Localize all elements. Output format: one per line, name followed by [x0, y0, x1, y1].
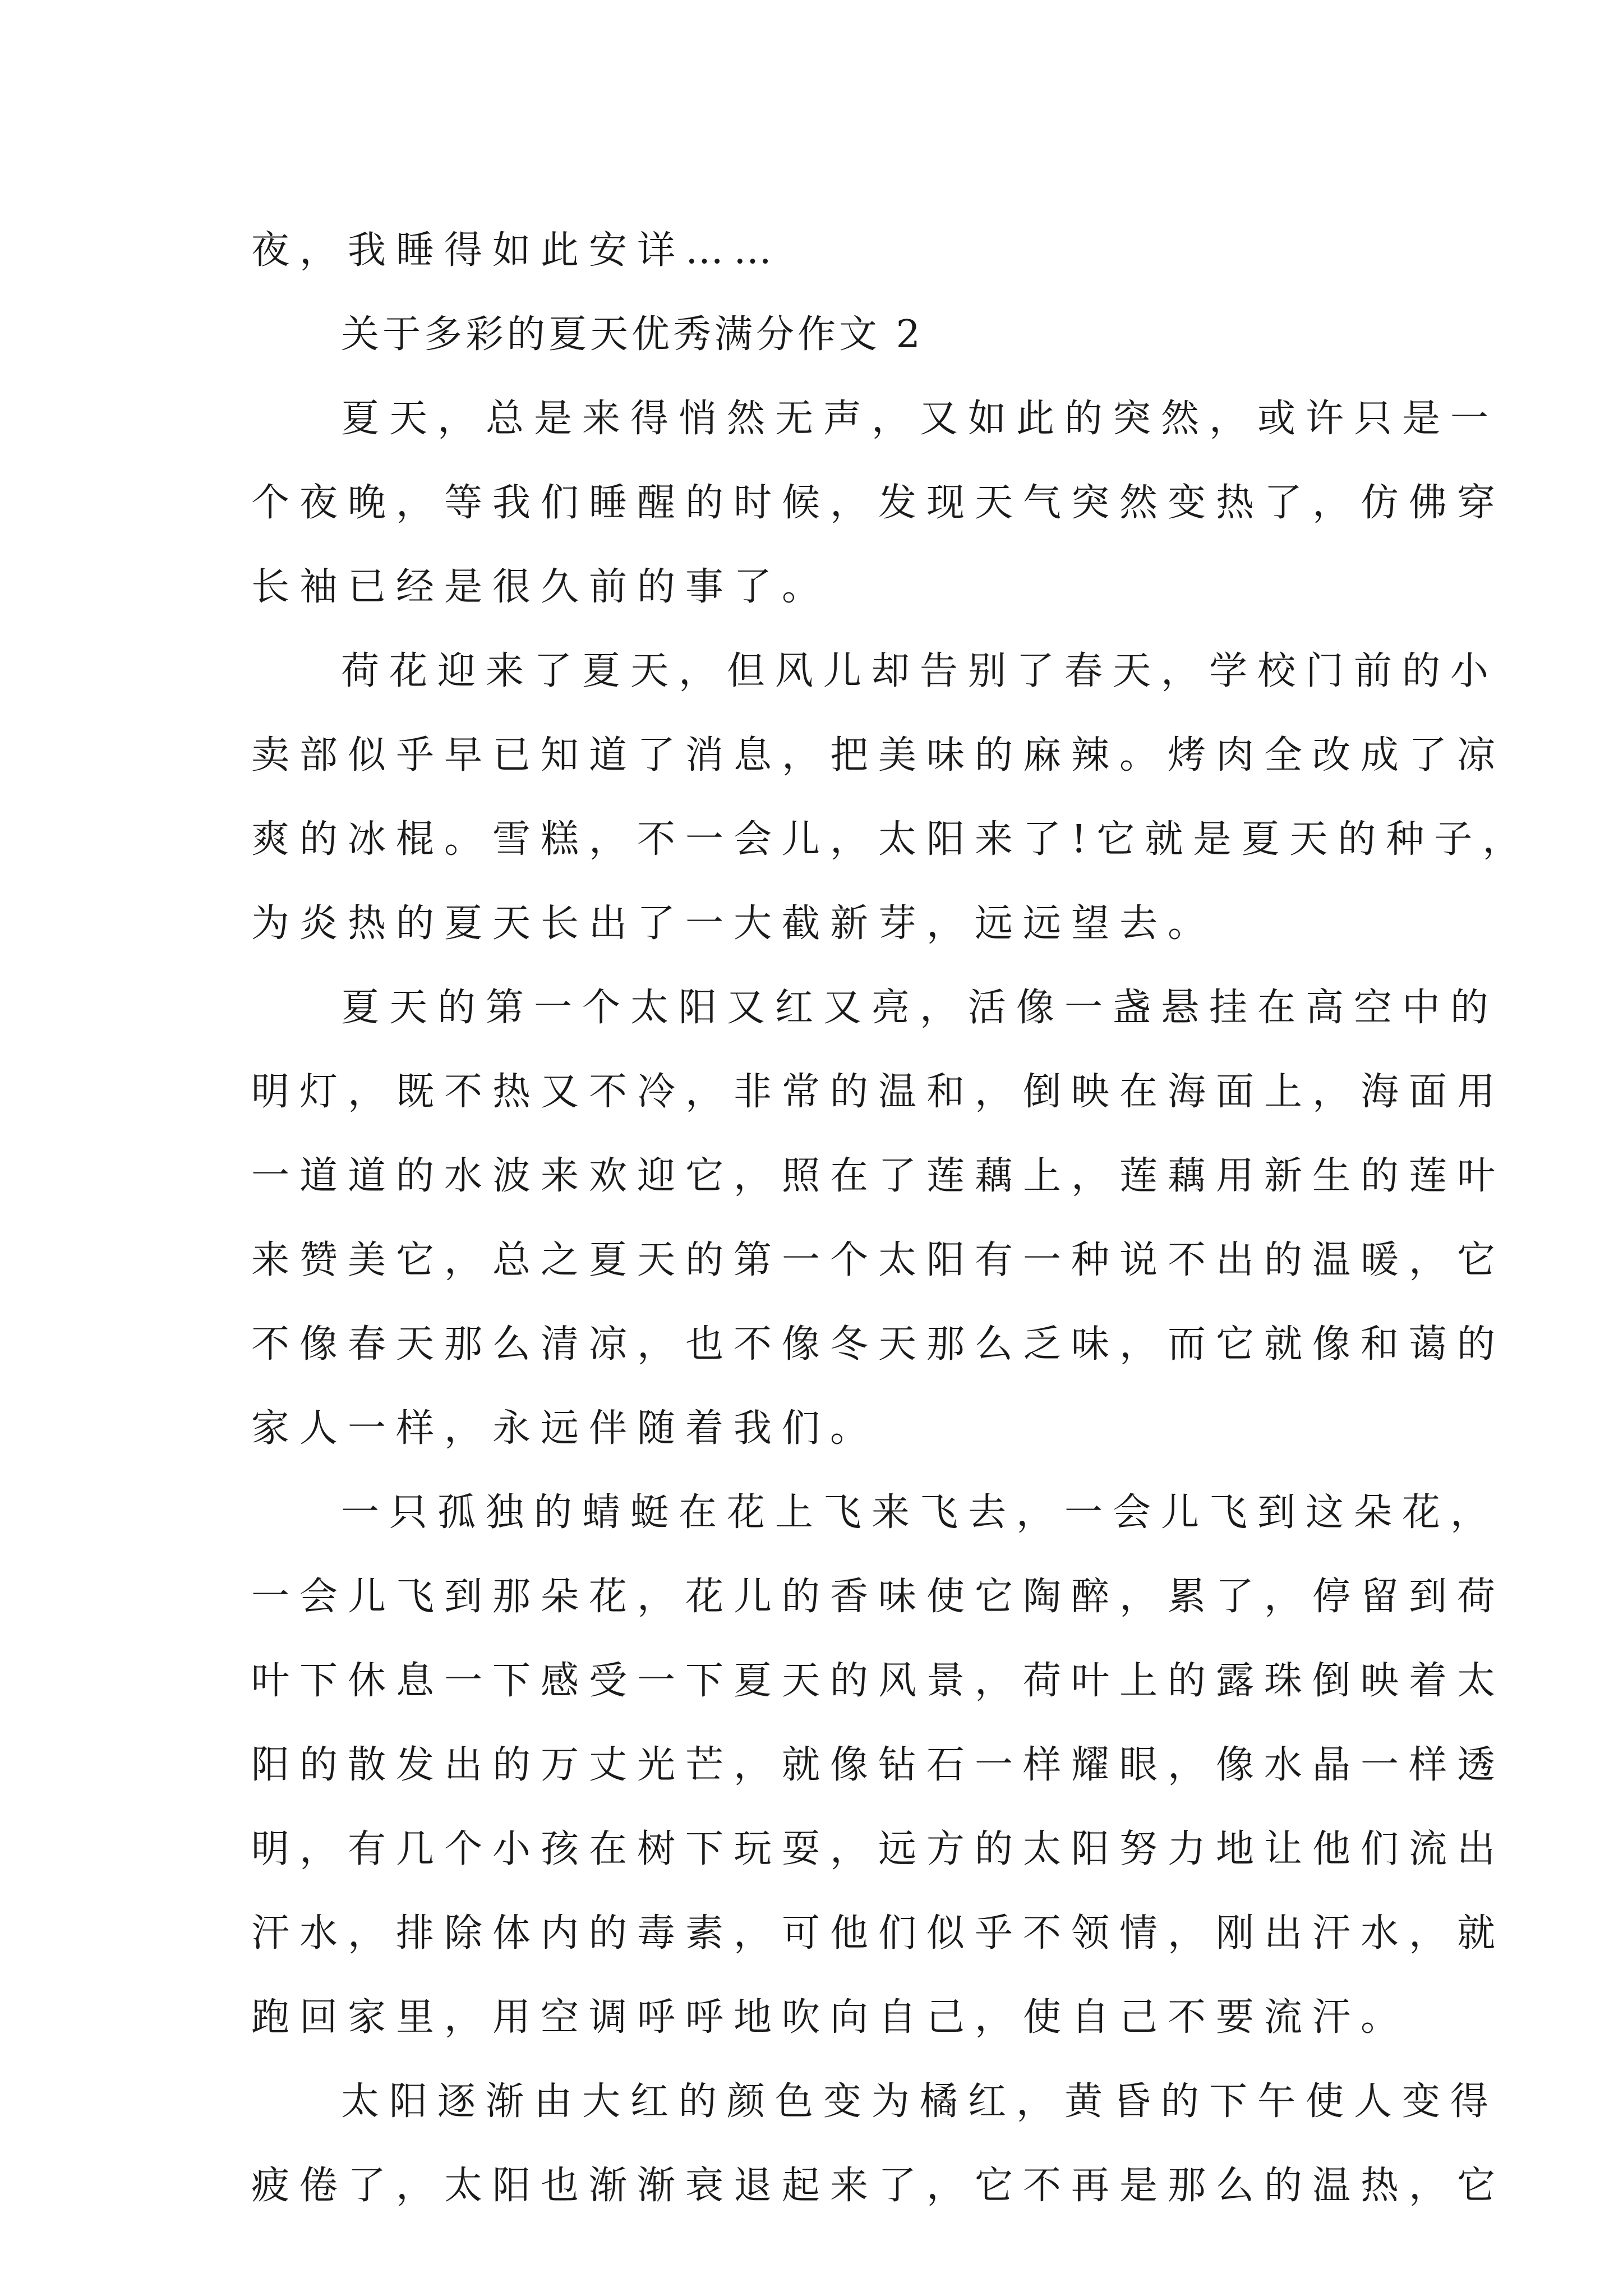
text-line: 跑回家里，用空调呼呼地吹向自己，使自己不要流汗。 — [251, 1995, 1409, 2040]
text-line: 爽的冰棍。雪糕，不一会儿，太阳来了!它就是夏天的种子， — [251, 817, 1531, 862]
text-line: 不像春天那么清凉，也不像冬天那么乏味，而它就像和蔼的 — [251, 1322, 1506, 1366]
text-line: 家人一样，永远伴随着我们。 — [251, 1406, 879, 1451]
text-line: 长袖已经是很久前的事了。 — [251, 565, 831, 609]
text-line: 夜，我睡得如此安详…… — [251, 228, 782, 273]
text-line: 为炎热的夏天长出了一大截新芽，远远望去。 — [251, 901, 1216, 946]
text-line: 明，有几个小孩在树下玩耍，远方的太阳努力地让他们流出 — [251, 1827, 1506, 1871]
text-line: 夏天，总是来得悄然无声，又如此的突然，或许只是一 — [341, 397, 1499, 441]
text-line: 一会儿飞到那朵花，花儿的香味使它陶醉，累了，停留到荷 — [251, 1575, 1506, 1619]
text-line: 阳的散发出的万丈光芒，就像钻石一样耀眼，像水晶一样透 — [251, 1743, 1506, 1787]
text-line: 明灯，既不热又不冷，非常的温和，倒映在海面上，海面用 — [251, 1070, 1506, 1114]
text-line: 荷花迎来了夏天，但风儿却告别了春天，学校门前的小 — [341, 649, 1499, 693]
text-line: 一只孤独的蜻蜓在花上飞来飞去，一会儿飞到这朵花， — [341, 1490, 1499, 1535]
text-line: 夏天的第一个太阳又红又亮，活像一盏悬挂在高空中的 — [341, 986, 1499, 1030]
text-line: 一道道的水波来欢迎它，照在了莲藕上，莲藕用新生的莲叶 — [251, 1154, 1506, 1198]
essay-title: 关于多彩的夏天优秀满分作文 2 — [341, 312, 924, 357]
text-line: 疲倦了，太阳也渐渐衰退起来了，它不再是那么的温热，它 — [251, 2164, 1506, 2208]
text-line: 太阳逐渐由大红的颜色变为橘红，黄昏的下午使人变得 — [341, 2079, 1499, 2124]
document-body — [251, 209, 1531, 2228]
text-line: 汗水，排除体内的毒素，可他们似乎不领情，刚出汗水，就 — [251, 1911, 1506, 1955]
text-line: 来赞美它，总之夏天的第一个太阳有一种说不出的温暖，它 — [251, 1238, 1506, 1282]
text-line: 卖部似乎早已知道了消息，把美味的麻辣。烤肉全改成了凉 — [251, 733, 1506, 777]
text-line: 个夜晚，等我们睡醒的时候，发现天气突然变热了，仿佛穿 — [251, 481, 1506, 525]
text-line: 叶下休息一下感受一下夏天的风景，荷叶上的露珠倒映着太 — [251, 1659, 1506, 1703]
